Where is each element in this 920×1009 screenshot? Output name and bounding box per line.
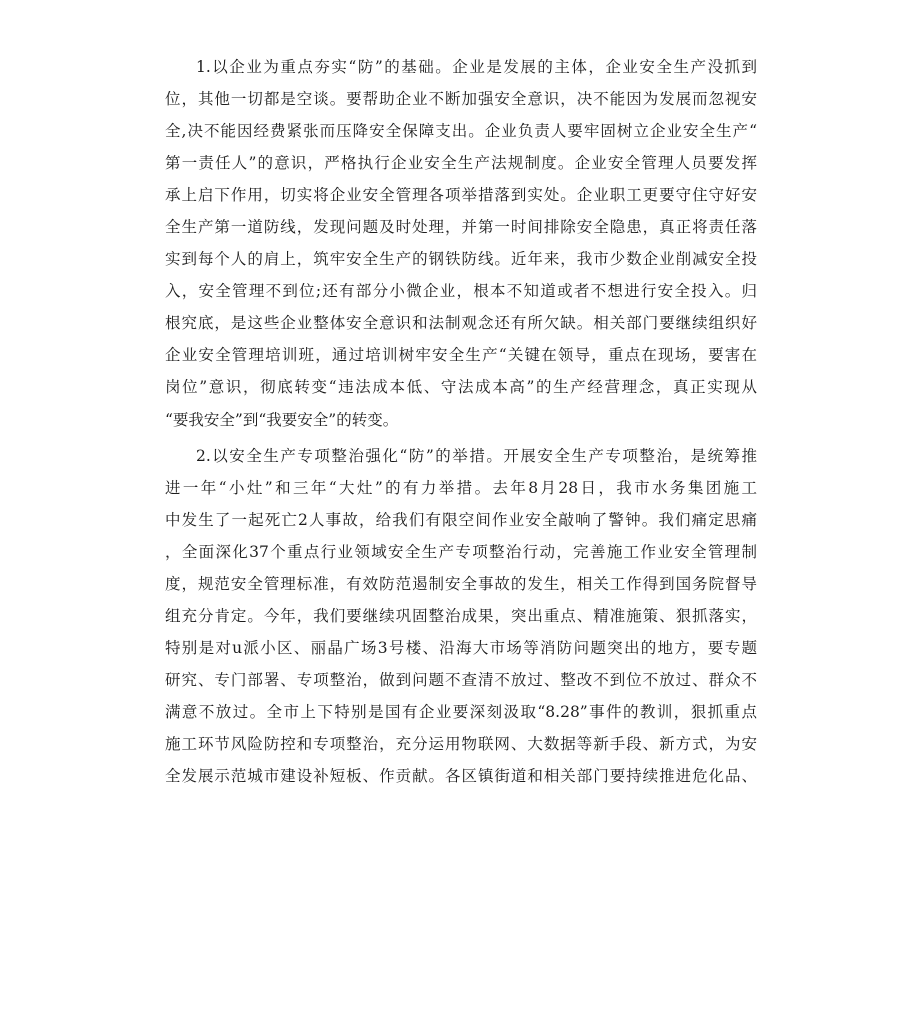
paragraph-1-line-2: 位，其他一切都是空谈。要帮助企业不断加强安全意识，决不能因为发展而忽视安 (165, 90, 757, 108)
paragraph-1-line-11: 岗位”意识，彻底转变“违法成本低、守法成本高”的生产经营理念，真正实现从 (165, 378, 757, 396)
paragraph-1-line-8: 入，安全管理不到位;还有部分小微企业，根本不知道或者不想进行安全投入。归 (165, 282, 757, 300)
paragraph-1-line-1: 1.以企业为重点夯实“防”的基础。企业是发展的主体，企业安全生产没抓到 (196, 58, 757, 76)
paragraph-2-line-5: 度，规范安全管理标准，有效防范遏制安全事故的发生，相关工作得到国务院督导 (165, 575, 757, 593)
paragraph-2-line-2: 进一年“小灶”和三年“大灶”的有力举措。去年8月28日，我市水务集团施工 (165, 479, 757, 497)
paragraph-2-line-11: 全发展示范城市建设补短板、作贡献。各区镇街道和相关部门要持续推进危化品、 (165, 767, 757, 785)
paragraph-2-line-4: ，全面深化37个重点行业领域安全生产专项整治行动，完善施工作业安全管理制 (165, 543, 757, 561)
paragraph-1-line-5: 承上启下作用，切实将企业安全管理各项举措落到实处。企业职工更要守住守好安 (165, 186, 757, 204)
paragraph-2-line-3: 中发生了一起死亡2人事故，给我们有限空间作业安全敲响了警钟。我们痛定思痛 (165, 511, 757, 529)
paragraph-2-line-8: 研究、专门部署、专项整治，做到问题不查清不放过、整改不到位不放过、群众不 (165, 671, 757, 689)
paragraph-2-line-1: 2.以安全生产专项整治强化“防”的举措。开展安全生产专项整治，是统筹推 (196, 447, 757, 465)
paragraph-1-line-12: “要我安全”到“我要安全”的转变。 (165, 411, 399, 429)
paragraph-1-line-10: 企业安全管理培训班，通过培训树牢安全生产“关键在领导，重点在现场，要害在 (165, 346, 757, 364)
paragraph-2-line-6: 组充分肯定。今年，我们要继续巩固整治成果，突出重点、精准施策、狠抓落实， (165, 607, 757, 625)
paragraph-1-line-6: 全生产第一道防线，发现问题及时处理，并第一时间排除安全隐患，真正将责任落 (165, 218, 757, 236)
paragraph-1-line-7: 实到每个人的肩上，筑牢安全生产的钢铁防线。近年来，我市少数企业削减安全投 (165, 250, 757, 268)
paragraph-1-line-3: 全,决不能因经费紧张而压降安全保障支出。企业负责人要牢固树立企业安全生产“ (165, 122, 757, 140)
paragraph-2-line-7: 特别是对u派小区、丽晶广场3号楼、沿海大市场等消防问题突出的地方，要专题 (165, 639, 757, 657)
paragraph-1-line-4: 第一责任人”的意识，严格执行企业安全生产法规制度。企业安全管理人员要发挥 (165, 154, 757, 172)
paragraph-2-line-9: 满意不放过。全市上下特别是国有企业要深刻汲取“8.28”事件的教训，狠抓重点 (165, 703, 757, 721)
paragraph-1-line-9: 根究底，是这些企业整体安全意识和法制观念还有所欠缺。相关部门要继续组织好 (165, 314, 757, 332)
paragraph-2-line-10: 施工环节风险防控和专项整治，充分运用物联网、大数据等新手段、新方式，为安 (165, 735, 757, 753)
